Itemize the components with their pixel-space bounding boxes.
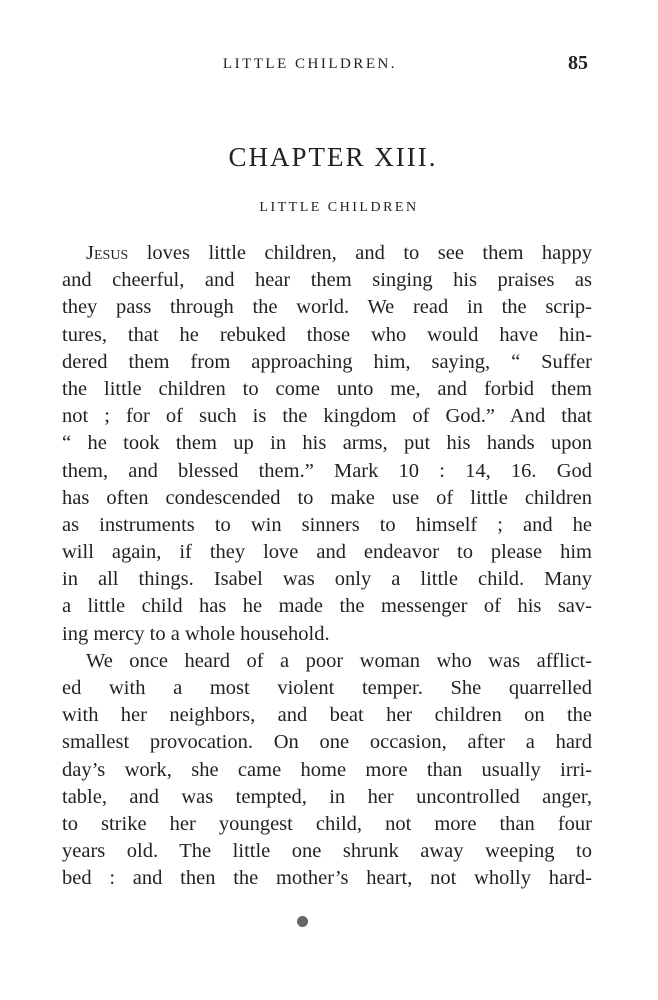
drop-word: Jesus [86,242,129,264]
text-line: bed : and then the mother’s heart, not wholly hard- [62,867,592,890]
text-line: and cheerful, and hear them singing his praises as [62,269,592,292]
text-line: smallest provocation. On one occasion, after a hard [62,731,592,754]
line-text: loves little children, and to see them happy [128,242,592,264]
text-line: We once heard of a poor woman who was afflict- [86,649,592,672]
text-line: tures, that he rebuked those who would have hin- [62,323,592,346]
chapter-title: CHAPTER XIII. [228,142,438,172]
text-line: “ he took them up in his arms, put his hands upon [62,432,592,455]
running-head: LITTLE CHILDREN. [222,56,398,72]
text-line: ed with a most violent temper. She quarrelled [62,677,592,699]
text-line: has often condescended to make use of little children [62,486,592,509]
text-line: in all things. Isabel was only a little child. Many [62,568,592,591]
text-line: years old. The little one shrunk away weeping to [62,840,592,863]
text-line: as instruments to win sinners to himself ; and he [62,513,592,536]
text-line: day’s work, she came home more than usually irri- [62,758,592,781]
page-number: 85 [568,52,588,74]
text-line: they pass through the world. We read in the scrip- [62,296,592,319]
text-line: with her neighbors, and beat her children on the [62,704,592,727]
text-line: the little children to come unto me, and forbid them [62,377,592,400]
text-line: will again, if they love and endeavor to please him [62,541,592,564]
chapter-subtitle: LITTLE CHILDREN [259,200,419,215]
text-line [62,240,592,267]
text-line: a little child has he made the messenger of his sav- [62,595,592,618]
text-line: not ; for of such is the kingdom of God.” And that [62,405,592,428]
text-line: them, and blessed them.” Mark 10 : 14, 16. God [62,459,592,482]
ink-spot [297,916,308,927]
text-line: to strike her youngest child, not more than four [62,812,592,835]
text-line: ing mercy to a whole household. [62,622,330,645]
text-line: dered them from approaching him, saying, “ Suffer [62,350,592,373]
text-line: table, and was tempted, in her uncontrolled anger, [62,785,592,808]
body-text [62,240,592,893]
